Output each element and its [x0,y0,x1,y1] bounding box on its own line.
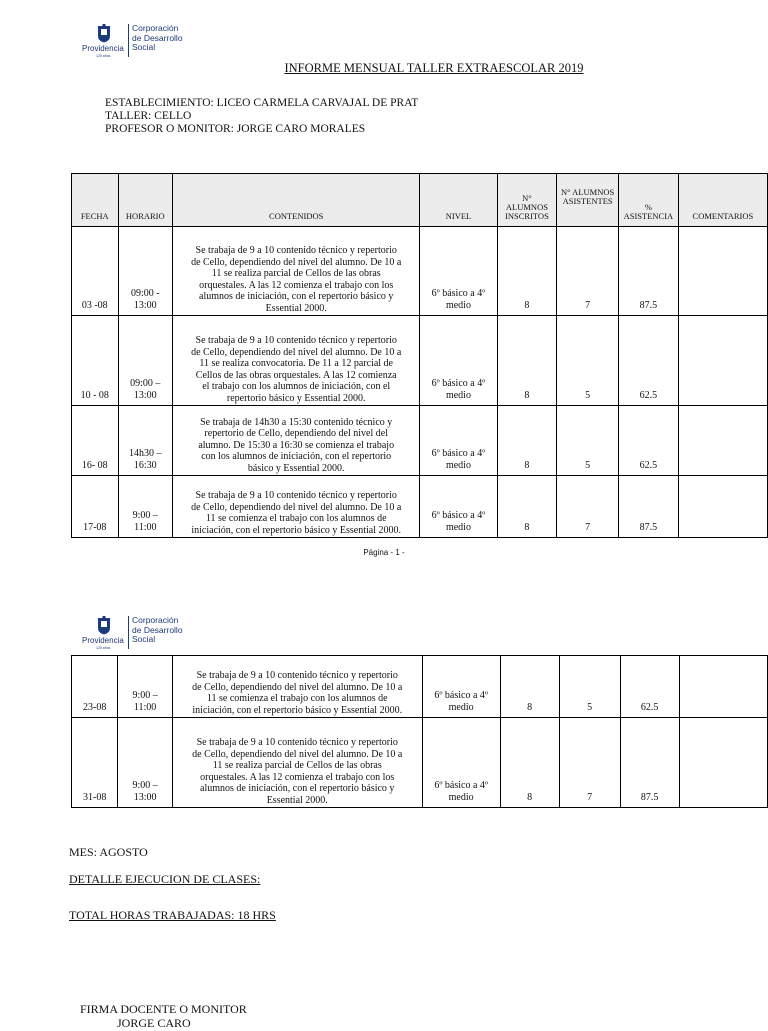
logo-org: Corporación de Desarrollo Social [132,615,183,644]
cell-asistencia: 62.5 [620,656,679,718]
establecimiento: ESTABLECIMIENTO: LICEO CARMELA CARVAJAL DE PRAT [105,97,419,109]
signature-label: FIRMA DOCENTE O MONITOR [80,1002,247,1016]
table-header [72,174,768,227]
cell-inscritos: 8 [497,476,557,538]
cell-inscritos: 8 [500,656,559,718]
cell-asistencia: 87.5 [618,476,678,538]
logo-town: Providencia [82,636,124,645]
header-horario: HORARIO [118,174,173,227]
header-asistentes: N° ALUMNOS ASISTENTES [557,174,619,227]
cell-comentarios [678,227,767,316]
cell-inscritos: 8 [497,227,557,316]
header-contenidos: CONTENIDOS [173,174,420,227]
cell-inscritos: 8 [497,406,557,476]
cell-horario: 9:00 – 13:00 [118,718,172,808]
cell-nivel: 6º básico a 4º medio [420,227,497,316]
cell-fecha: 16- 08 [72,406,119,476]
cell-asistencia: 87.5 [620,718,679,808]
header-comentarios: COMENTARIOS [678,174,767,227]
cell-contenidos: Se trabaja de 9 a 10 contenido técnico y repertorio de Cello, dependiendo del nivel del alumno. De 10 a 11 se realiza parcial de Cellos de las obras orquestales. A las 12 comienza el trabajo con los alumnos de iniciación, con el repertorio básico y Essential 2000. [173,227,420,316]
cell-comentarios [678,316,767,406]
logo-divider [128,616,129,649]
cell-horario: 9:00 – 11:00 [118,656,172,718]
cell-nivel: 6º básico a 4º medio [420,476,497,538]
cell-asistencia: 62.5 [618,406,678,476]
logo-org: Corporación de Desarrollo Social [132,23,183,52]
table-row [72,656,768,718]
cell-asistentes: 7 [557,476,619,538]
table-row [72,316,768,406]
cell-fecha: 31-08 [72,718,118,808]
page-number: Página - 1 - [363,548,405,557]
table-row [72,718,768,808]
cell-comentarios [678,406,767,476]
cell-contenidos: Se trabaja de 9 a 10 contenido técnico y repertorio de Cello, dependiendo del nivel del alumno. De 10 a 11 se comienza el trabajo con los alumnos de iniciación, con el repertorio básico y Essential 2000. [172,656,422,718]
cell-asistentes: 5 [559,656,620,718]
cell-asistencia: 87.5 [618,227,678,316]
cell-fecha: 23-08 [72,656,118,718]
logo-page-2 [82,616,192,652]
cell-inscritos: 8 [500,718,559,808]
logo-divider [128,24,129,57]
cell-comentarios [678,476,767,538]
cell-nivel: 6º básico a 4º medio [420,406,497,476]
logo [82,24,192,60]
cell-nivel: 6º básico a 4º medio [420,316,497,406]
cell-nivel: 6º básico a 4º medio [422,718,500,808]
cell-horario: 14h30 – 16:30 [118,406,173,476]
cell-fecha: 03 -08 [72,227,119,316]
cell-horario: 09:00 - 13:00 [118,227,173,316]
report-title: INFORME MENSUAL TALLER EXTRAESCOLAR 2019 [284,61,584,75]
profesor: PROFESOR O MONITOR: JORGE CARO MORALES [105,123,366,135]
cell-contenidos: Se trabaja de 9 a 10 contenido técnico y repertorio de Cello, dependiendo del nivel del alumno. De 10 a 11 se realiza convocatoria. De 11 a 12 parcial de Cellos de las obras orquestales. A las 12 comienza el trabajo con los alumnos de iniciación, con el repertorio básico y Essential 2000. [173,316,420,406]
cell-asistencia: 62.5 [618,316,678,406]
header-nivel: NIVEL [420,174,497,227]
crest-icon [96,24,112,43]
cell-horario: 09:00 – 13:00 [118,316,173,406]
cell-asistentes: 5 [557,406,619,476]
class-detail-heading: DETALLE EJECUCION DE CLASES: [69,872,261,886]
month: MES: AGOSTO [69,845,148,859]
cell-asistentes: 7 [559,718,620,808]
cell-comentarios [679,718,767,808]
table-row [72,476,768,538]
table-row [72,227,768,316]
classes-table [71,173,768,538]
cell-asistentes: 7 [557,227,619,316]
crest-icon [96,616,112,635]
cell-nivel: 6º básico a 4º medio [422,656,500,718]
logo-town: Providencia [82,44,124,53]
cell-contenidos: Se trabaja de 9 a 10 contenido técnico y repertorio de Cello, dependiendo del nivel del alumno. De 10 a 11 se realiza parcial de Cellos de las obras orquestales. A las 12 comienza el trabajo con los alumnos de iniciación, con el repertorio básico y Essential 2000. [172,718,422,808]
header-inscritos: N° ALUMNOS INSCRITOS [497,174,557,227]
report-info [105,97,418,136]
cell-fecha: 17-08 [72,476,119,538]
table-row [72,406,768,476]
total-hours: TOTAL HORAS TRABAJADAS: 18 HRS [69,908,276,922]
signature-name: JORGE CARO [117,1016,191,1030]
cell-asistentes: 5 [557,316,619,406]
cell-horario: 9:00 – 11:00 [118,476,173,538]
cell-comentarios [679,656,767,718]
cell-contenidos: Se trabaja de 14h30 a 15:30 contenido técnico y repertorio de Cello, dependiendo del nivel del alumno. De 15:30 a 16:30 se comienza el trabajo con los alumnos de iniciación, con el repertorio básico y Essential 2000. [173,406,420,476]
header-asistencia: % ASISTENCIA [618,174,678,227]
logo-years: 120 años [96,54,111,58]
cell-inscritos: 8 [497,316,557,406]
header-fecha: FECHA [72,174,119,227]
classes-table-continued [71,655,768,808]
logo-years: 120 años [96,646,111,650]
cell-contenidos: Se trabaja de 9 a 10 contenido técnico y repertorio de Cello, dependiendo del nivel del alumno. De 10 a 11 se comienza el trabajo con los alumnos de iniciación, con el repertorio básico y Essential 2000. [173,476,420,538]
cell-fecha: 10 - 08 [72,316,119,406]
taller: TALLER: CELLO [105,110,192,122]
